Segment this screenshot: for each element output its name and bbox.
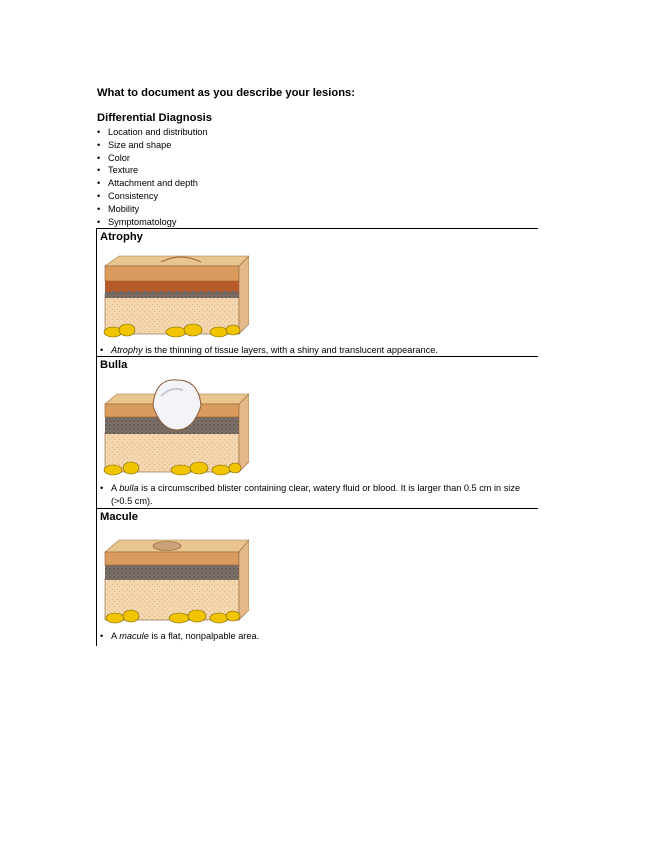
- lesion-name: Bulla: [100, 359, 128, 371]
- lesion-name: Atrophy: [100, 231, 143, 243]
- lesion-table: [96, 228, 538, 646]
- page-heading: What to document as you describe your lesions:: [97, 87, 355, 99]
- lesion-description: • A macule is a flat, nonpalpable area.: [100, 630, 531, 643]
- lesion-row-macule: [97, 508, 538, 646]
- lesion-row-bulla: [97, 356, 538, 508]
- lesion-name: Macule: [100, 511, 138, 523]
- lesion-row-atrophy: [97, 228, 538, 356]
- skin-cross-section-atrophy-illustration: [101, 248, 249, 342]
- list-item: • Mobility: [97, 203, 208, 216]
- list-item: • Consistency: [97, 190, 208, 203]
- list-item: • Symptomatology: [97, 216, 208, 229]
- lesion-description: • Atrophy is the thinning of tissue layers, with a shiny and translucent appearance.: [100, 344, 531, 357]
- differential-diagnosis-title: Differential Diagnosis: [97, 112, 213, 124]
- lesion-description: • A bulla is a circumscribed blister containing clear, watery fluid or blood. It is larger than 0.5 cm in size (>0.5 cm).: [100, 482, 531, 507]
- list-item: • Attachment and depth: [97, 177, 208, 190]
- list-item: • Color: [97, 152, 208, 165]
- skin-cross-section-macule-illustration: [101, 528, 249, 628]
- list-item: • Texture: [97, 164, 208, 177]
- list-item: • Location and distribution: [97, 126, 208, 139]
- skin-cross-section-bulla-illustration: [101, 376, 249, 480]
- list-item: • Size and shape: [97, 139, 208, 152]
- differential-diagnosis-list: [97, 126, 208, 228]
